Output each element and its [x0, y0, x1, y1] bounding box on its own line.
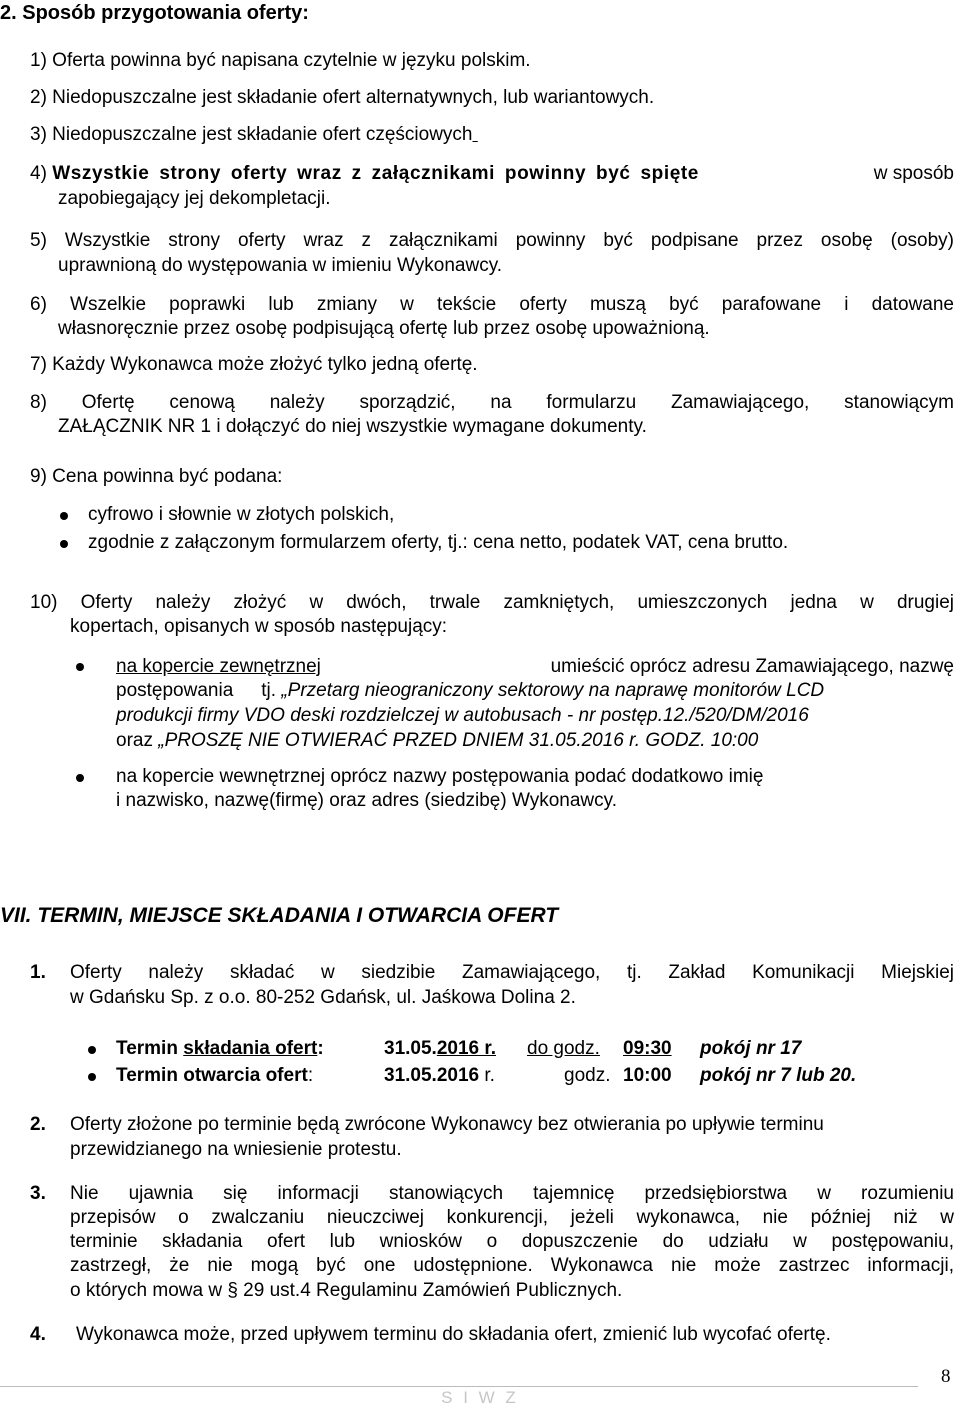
envelope-inner-line-1: na kopercie wewnętrznej oprócz nazwy postępowania podać dodatkowo imię — [116, 766, 764, 787]
item-4-line-1: Wykonawca może, przed upływem terminu do składania ofert, zmienić lub wycofać ofertę. — [76, 1324, 831, 1345]
item-3-line-4: zastrzegł, że nie mogą być one udostępnione. Wykonawca nie może zastrzec informacji, — [70, 1255, 954, 1276]
bullet-icon — [76, 774, 84, 782]
envelope-outer-tj: tj. — [261, 680, 277, 701]
item-2-num: 2. — [30, 1114, 46, 1135]
item-3-line-3: terminie składania ofert lub wniosków o dopuszczenie do udziału w postępowaniu, — [70, 1231, 954, 1252]
footer-siwz: S I W Z — [441, 1388, 519, 1407]
item-1-num: 1. — [30, 962, 46, 983]
bullet-icon — [88, 1046, 96, 1054]
point-3 — [30, 124, 478, 146]
envelope-outer-line-1 — [116, 656, 954, 678]
bullet-icon — [60, 540, 68, 548]
envelope-outer-postepowania: postępowania — [116, 680, 234, 701]
item-1-line-2: w Gdańsku Sp. z o.o. 80-252 Gdańsk, ul. Jaśkowa Dolina 2. — [70, 987, 576, 1008]
point-4-line-2: zapobiegający jej dekompletacji. — [58, 188, 331, 209]
point-2: 2) Niedopuszczalne jest składanie ofert alternatywnych, lub wariantowych. — [30, 87, 655, 108]
point-9-bullet-2: zgodnie z załączonym formularzem oferty, tj.: cena netto, podatek VAT, cena brutto. — [88, 532, 789, 553]
point-10-line-1: 10) Oferty należy złożyć w dwóch, trwale zamkniętych, umieszczonych jedna w drugiej — [30, 592, 954, 613]
item-3-num: 3. — [30, 1183, 46, 1204]
point-5-line-1: 5) Wszystkie strony oferty wraz z załącznikami powinny być podpisane przez osobę (osoby) — [30, 230, 954, 251]
point-8-line-1: 8) Ofertę cenową należy sporządzić, na formularzu Zamawiającego, stanowiącym — [30, 392, 954, 413]
point-4-line-1 — [30, 163, 954, 185]
point-4-bold: Wszystkie strony oferty wraz z załącznikami powinny być spięte — [52, 163, 699, 184]
item-2-line-1: Oferty złożone po terminie będą zwrócone Wykonawcy bez otwierania po upływie terminu — [70, 1114, 824, 1135]
item-2-line-2: przewidzianego na wniesienie protestu. — [70, 1139, 402, 1160]
point-9: 9) Cena powinna być podana: — [30, 466, 283, 487]
item-3-line-5: o których mowa w § 29 ust.4 Regulaminu Zamówień Publicznych. — [70, 1280, 623, 1301]
envelope-outer-tender-name: „Przetarg nieograniczony sektorowy na naprawę monitorów LCD — [281, 680, 825, 701]
page-number: 8 — [941, 1366, 951, 1387]
point-5-line-2: uprawnioną do występowania w imieniu Wykonawcy. — [58, 255, 503, 276]
item-3-line-1: Nie ujawnia się informacji stanowiących tajemnicę przedsiębiorstwa w rozumieniu — [70, 1183, 954, 1204]
term-submission-row — [116, 1038, 324, 1060]
bullet-icon — [60, 512, 68, 520]
envelope-outer-text: umieścić oprócz adresu Zamawiającego, nazwę — [550, 656, 954, 677]
term-submission-date: 31.05.2016 r. — [384, 1038, 496, 1059]
envelope-outer-label: na kopercie zewnętrznej — [116, 656, 321, 677]
section-2-heading: 2. Sposób przygotowania oferty: — [0, 2, 309, 24]
point-6-line-2: własnoręcznie przez osobę podpisującą ofertę lub przez osobę upoważnioną. — [58, 318, 710, 339]
envelope-inner-line-2: i nazwisko, nazwę(firmę) oraz adres (siedzibę) Wykonawcy. — [116, 790, 618, 811]
point-1: 1) Oferta powinna być napisana czytelnie w języku polskim. — [30, 50, 531, 71]
point-3-underline — [473, 124, 478, 145]
point-9-bullet-1: cyfrowo i słownie w złotych polskich, — [88, 504, 395, 525]
term-submission-label: Termin składania ofert: — [116, 1038, 324, 1059]
term-opening-time: 10:00 — [623, 1065, 672, 1086]
section-7-heading: VII. TERMIN, MIEJSCE SKŁADANIA I OTWARCIA OFERT — [0, 904, 559, 927]
footer-divider — [0, 1386, 918, 1387]
envelope-outer-line-2 — [116, 680, 824, 702]
term-submission-room: pokój nr 17 — [700, 1038, 802, 1059]
point-10-line-2: kopertach, opisanych w sposób następujący: — [70, 616, 448, 637]
item-1-line-1: Oferty należy składać w siedzibie Zamawiającego, tj. Zakład Komunikacji Miejskiej — [70, 962, 954, 983]
term-opening-label: Termin otwarcia ofert: — [116, 1065, 314, 1086]
envelope-outer-warning: „PROSZĘ NIE OTWIERAĆ PRZED DNIEM 31.05.2016 r. GODZ. 10:00 — [158, 730, 759, 751]
item-3-line-2: przepisów o zwalczaniu nieuczciwej konkurencji, jeżeli wykonawca, nie później niż w — [70, 1207, 954, 1228]
envelope-outer-oraz: oraz — [116, 730, 153, 751]
item-4-num: 4. — [30, 1324, 46, 1345]
term-opening-hour-label: godz. — [564, 1065, 611, 1086]
point-4-rest: w sposób — [873, 163, 954, 184]
point-8-line-2: ZAŁĄCZNIK NR 1 i dołączyć do niej wszystkie wymagane dokumenty. — [58, 416, 647, 437]
bullet-icon — [76, 663, 84, 671]
point-4-num: 4) — [30, 163, 47, 184]
point-6-line-1: 6) Wszelkie poprawki lub zmiany w tekście oferty muszą być parafowane i datowane — [30, 294, 954, 315]
term-submission-hour-label: do godz. — [527, 1038, 600, 1059]
envelope-outer-line-3: produkcji firmy VDO deski rozdzielczej w autobusach - nr postęp.12./520/DM/2016 — [116, 705, 809, 726]
point-3-text: 3) Niedopuszczalne jest składanie ofert częściowych — [30, 124, 473, 145]
term-submission-time: 09:30 — [623, 1038, 672, 1059]
bullet-icon — [88, 1073, 96, 1081]
term-opening-date: 31.05.2016 r. — [384, 1065, 495, 1086]
envelope-outer-line-4 — [116, 730, 758, 752]
point-7: 7) Każdy Wykonawca może złożyć tylko jedną ofertę. — [30, 354, 478, 375]
term-opening-room: pokój nr 7 lub 20. — [700, 1065, 857, 1086]
